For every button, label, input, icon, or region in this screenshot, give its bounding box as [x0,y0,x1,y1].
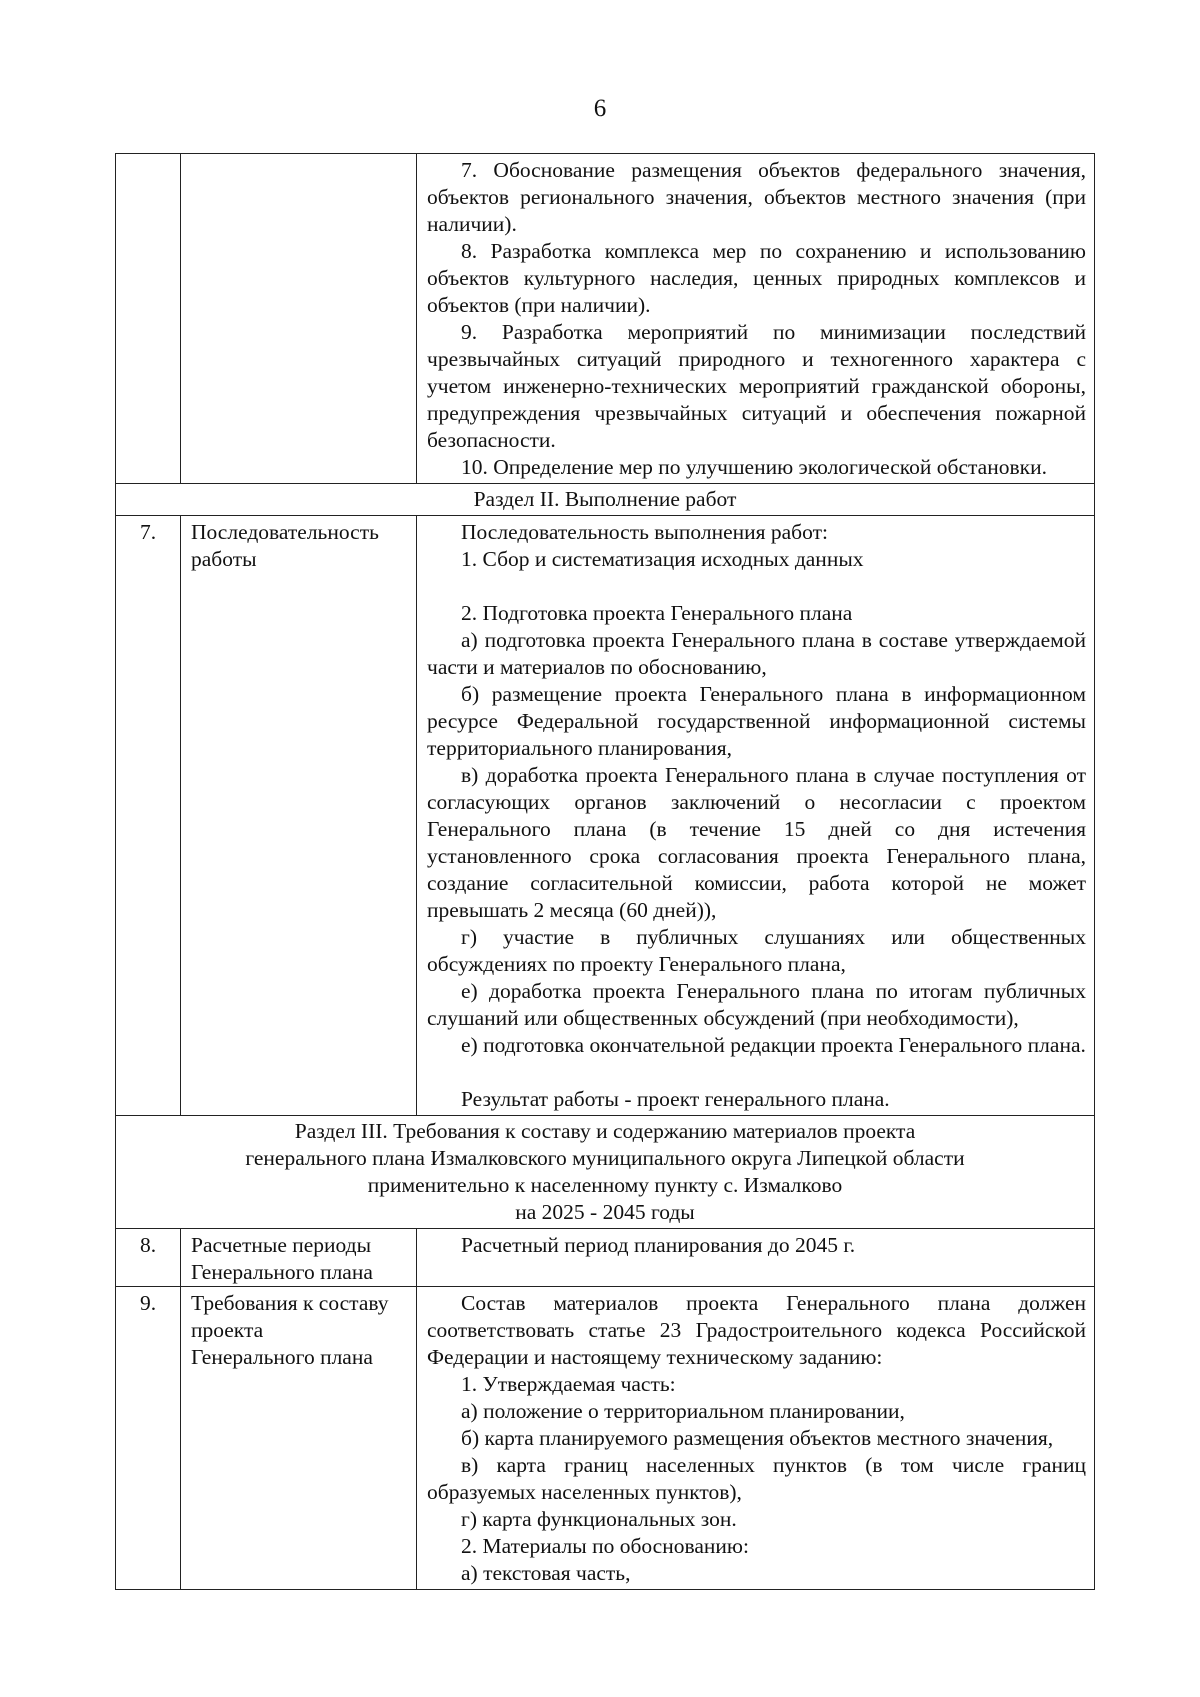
list-item: в) карта границ населенных пунктов (в том числе границ образуемых населенных пунктов), [427,1453,1086,1504]
row-description-cell [417,154,1095,484]
row-number-cell [116,154,181,484]
section-3-line: генерального плана Измалковского муниципального округа Липецкой области [245,1146,965,1170]
section-3-line: Раздел III. Требования к составу и содержанию материалов проекта [294,1119,916,1143]
list-item: г) участие в публичных слушаниях или общественных обсуждениях по проекту Генерального плана, [427,925,1086,976]
list-item: е) доработка проекта Генерального плана по итогам публичных слушаний или общественных обсуждений (при необходимости), [427,979,1086,1030]
row-name: Расчетные периоды Генерального плана [181,1229,417,1287]
page-number: 6 [593,95,607,122]
list-item: 1. Сбор и систематизация исходных данных [461,547,864,571]
list-item: Расчетный период планирования до 2045 г. [461,1233,856,1257]
table-row-7 [116,516,1095,1116]
row-name: Последовательность работы [181,516,417,1116]
row-name-cell [181,1287,417,1590]
row-description-cell [417,1287,1095,1590]
row-name: Требования к составу проекта [191,1291,389,1342]
list-item: 8. Разработка комплекса мер по сохранению и использованию объектов культурного наследия, ценных природных комплексов и объектов (при наличии). [427,239,1086,317]
list-item: Состав материалов проекта Генерального плана должен соответствовать статье 23 Градостроительного кодекса Российской Федерации и настоящему техническому заданию: [427,1291,1086,1369]
list-item: г) карта функциональных зон. [461,1507,737,1531]
section-header-row [116,484,1095,516]
requirements-table [115,153,1095,1590]
table-row-continuation [116,154,1095,484]
result-line: Результат работы - проект генерального плана. [461,1087,890,1111]
list-item: а) подготовка проекта Генерального плана в составе утверждаемой части и материалов по обоснованию, [427,628,1086,679]
section-3-line: на 2025 - 2045 годы [515,1200,695,1224]
list-item: 10. Определение мер по улучшению экологической обстановки. [461,455,1047,479]
list-item: а) положение о территориальном планировании, [461,1399,905,1423]
row-description-cell [417,516,1095,1116]
list-item: 7. Обоснование размещения объектов федерального значения, объектов регионального значения, объектов местного значения (при наличии). [427,158,1086,236]
list-item: 2. Материалы по обоснованию: [461,1534,749,1558]
row-number: 7. [116,516,181,1116]
row-number: 8. [116,1229,181,1287]
row-name: Генерального плана [191,1345,373,1369]
section-3-line: применительно к населенному пункту с. Измалково [367,1173,843,1197]
row-name-cell [181,154,417,484]
list-item: в) доработка проекта Генерального плана в случае поступления от согласующих органов заключений о несогласии с проектом Генерального плана (в течение 15 дней со дня истечения установленного срока согласования проекта Генерального плана, создание согласительной комиссии, работа которой не может превышать 2 месяца (60 дней)), [427,763,1086,922]
list-item: а) текстовая часть, [461,1561,631,1585]
section-2-title: Раздел II. Выполнение работ [116,484,1095,516]
row-number: 9. [116,1287,181,1590]
row-description-cell [417,1229,1095,1287]
list-item: 1. Утверждаемая часть: [461,1372,676,1396]
section-3-title [116,1116,1095,1229]
table-row-8 [116,1229,1095,1287]
list-item: 2. Подготовка проекта Генерального плана [461,601,853,625]
list-item: б) карта планируемого размещения объектов местного значения, [461,1426,1054,1450]
section-header-row [116,1116,1095,1229]
list-item: б) размещение проекта Генерального плана в информационном ресурсе Федеральной государственной информационной системы территориального планирования, [427,682,1086,760]
list-item: Последовательность выполнения работ: [461,520,828,544]
table-row-9 [116,1287,1095,1590]
list-item: е) подготовка окончательной редакции проекта Генерального плана. [461,1033,1086,1057]
list-item: 9. Разработка мероприятий по минимизации последствий чрезвычайных ситуаций природного и техногенного характера с учетом инженерно-технических мероприятий гражданской обороны, предупреждения чрезвычайных ситуаций и обеспечения пожарной безопасности. [427,320,1086,452]
